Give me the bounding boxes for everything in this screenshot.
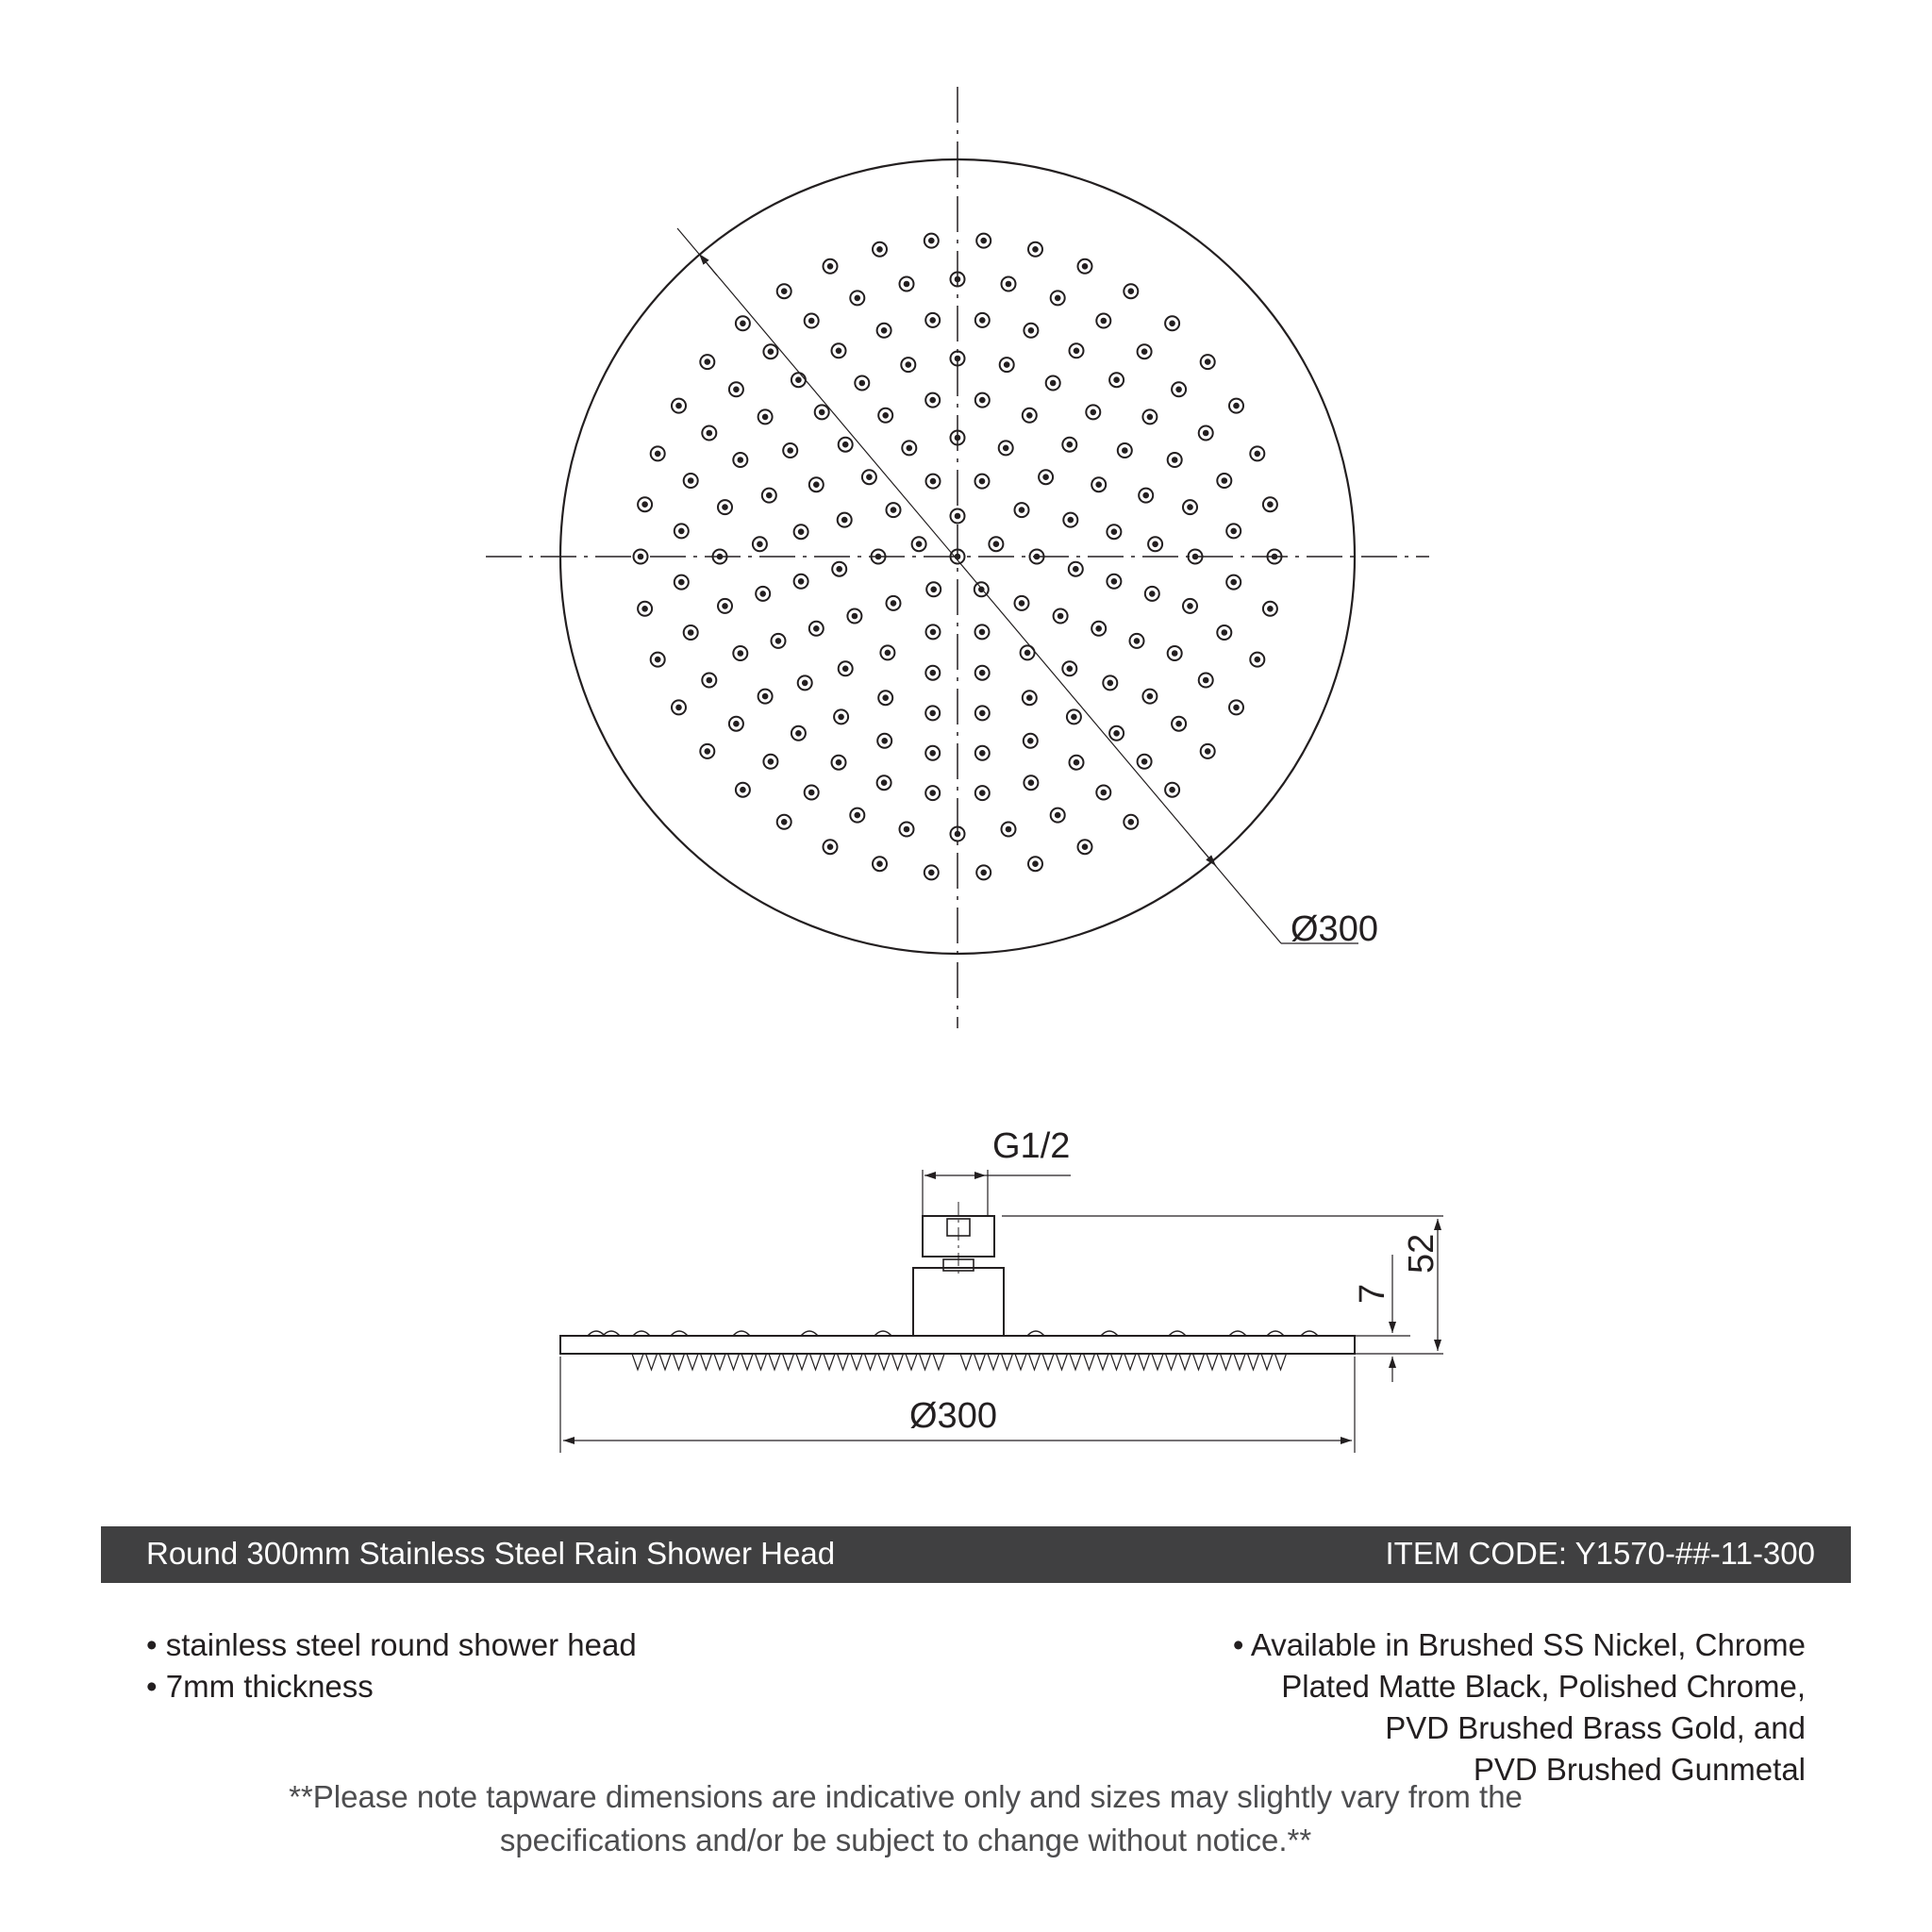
nozzle [832, 562, 846, 576]
nozzle-tip [1248, 1354, 1259, 1370]
nozzle [1002, 277, 1016, 291]
nozzle [638, 497, 652, 511]
nozzle [1002, 823, 1016, 837]
nozzle [756, 587, 770, 601]
disclaimer-line: specifications and/or be subject to change without notice.** [499, 1823, 1312, 1857]
nozzle [1263, 602, 1277, 616]
nozzle [878, 691, 892, 705]
nozzle-tip [838, 1354, 849, 1370]
nozzle [702, 426, 716, 441]
nozzle-tip [865, 1354, 876, 1370]
nozzle [877, 775, 891, 790]
nozzle-tip [1261, 1354, 1273, 1370]
nozzle [1023, 691, 1037, 705]
nozzle [651, 446, 665, 460]
diameter-leader-line [677, 228, 1281, 943]
nozzle [672, 399, 686, 413]
nozzle-tip [701, 1354, 712, 1370]
nozzle [975, 625, 990, 639]
nozzle [1124, 815, 1138, 829]
title-banner [101, 1526, 1851, 1583]
nozzle [1138, 755, 1152, 769]
nozzle [1168, 646, 1182, 660]
nozzle [975, 706, 990, 720]
nozzle [925, 786, 940, 800]
nozzle [1201, 744, 1215, 758]
nozzle [850, 808, 864, 823]
nozzle [1172, 382, 1186, 396]
nozzle-tip [1139, 1354, 1150, 1370]
nozzle [1148, 537, 1162, 551]
nozzle [832, 756, 846, 770]
nozzle [733, 646, 747, 660]
nozzle [1067, 709, 1081, 724]
nozzle [926, 625, 941, 639]
nozzle-tip [1234, 1354, 1245, 1370]
finish-line: PVD Brushed Gunmetal [1473, 1752, 1806, 1787]
nozzle [926, 582, 941, 596]
nozzle [824, 259, 838, 274]
nozzle [887, 503, 901, 517]
nozzle [736, 316, 750, 330]
nozzle [1142, 690, 1157, 704]
nozzle [733, 453, 747, 467]
nozzle [1063, 513, 1077, 527]
nozzle-tip [1097, 1354, 1108, 1370]
nozzle [1062, 661, 1076, 675]
nozzle [1226, 575, 1241, 590]
nozzle [777, 815, 791, 829]
nozzle [753, 537, 767, 551]
nozzle [1165, 783, 1179, 797]
nozzle [925, 393, 940, 408]
nozzle [1051, 808, 1065, 823]
nozzle [1250, 653, 1264, 667]
product-title: Round 300mm Stainless Steel Rain Shower Head [146, 1536, 836, 1571]
nozzle-tip [906, 1354, 917, 1370]
nozzle [1138, 344, 1152, 358]
nozzle [839, 438, 853, 452]
nozzle-tip [796, 1354, 808, 1370]
nozzle-tip [674, 1354, 685, 1370]
nozzle [651, 653, 665, 667]
nozzle [925, 746, 940, 760]
finish-line: PVD Brushed Brass Gold, and [1385, 1710, 1806, 1745]
nozzle [925, 666, 940, 680]
nozzle-tip [632, 1354, 643, 1370]
nozzle-tip [1124, 1354, 1136, 1370]
nozzle [1028, 242, 1042, 257]
nozzle [1024, 775, 1038, 790]
nozzle [1168, 453, 1182, 467]
nozzle-tip [769, 1354, 780, 1370]
nozzle [772, 634, 786, 648]
nozzle [1124, 284, 1138, 298]
nozzle [684, 625, 698, 640]
nozzle [873, 242, 887, 257]
nozzle [1078, 259, 1092, 274]
nozzle [763, 344, 777, 358]
nozzle [975, 786, 990, 800]
nozzle [878, 408, 892, 423]
finish-options [1233, 1624, 1806, 1790]
feature-item: • 7mm thickness [146, 1669, 374, 1704]
nozzle [791, 726, 806, 741]
nozzle-tip [824, 1354, 835, 1370]
nozzle [1070, 756, 1084, 770]
connector-body [913, 1268, 1004, 1336]
nozzle [729, 382, 743, 396]
side-view [560, 1170, 1443, 1453]
nozzle-tip [1179, 1354, 1191, 1370]
nozzle [1226, 524, 1241, 538]
nozzle [758, 690, 773, 704]
nozzle-tip [687, 1354, 698, 1370]
nozzle [902, 441, 916, 455]
nozzle [700, 744, 714, 758]
nozzle [901, 358, 915, 372]
nozzle [1229, 399, 1243, 413]
nozzle-tip [1193, 1354, 1205, 1370]
feature-item: • stainless steel round shower head [146, 1627, 637, 1662]
nozzle [1109, 373, 1124, 387]
nozzle [1139, 489, 1153, 503]
nozzle [805, 786, 819, 800]
nozzle-tip [960, 1354, 972, 1370]
nozzle [925, 706, 940, 720]
nozzle [999, 441, 1013, 455]
nozzle [1172, 717, 1186, 731]
nozzle [880, 645, 894, 659]
nozzle-tip [1042, 1354, 1054, 1370]
nozzle-tip [1070, 1354, 1081, 1370]
disclaimer-line: **Please note tapware dimensions are indicative only and sizes may slightly vary from the [289, 1779, 1523, 1814]
nozzle [873, 857, 887, 871]
top-diameter-label: Ø300 [1291, 909, 1378, 949]
nozzle [924, 865, 939, 879]
nozzle-tip [1166, 1354, 1177, 1370]
nozzle [1086, 405, 1100, 419]
nozzle [1091, 477, 1106, 491]
nozzle [684, 474, 698, 488]
nozzle [850, 291, 864, 305]
nozzle-tip [1221, 1354, 1232, 1370]
nozzle [815, 405, 829, 419]
nozzle [1103, 675, 1117, 690]
nozzle [1024, 734, 1038, 748]
nozzle-tip [1084, 1354, 1095, 1370]
nozzle [989, 537, 1003, 551]
nozzle [855, 376, 869, 391]
nozzle [975, 313, 990, 327]
nozzle [1217, 474, 1231, 488]
nozzle [718, 500, 732, 514]
finish-line: • Available in Brushed SS Nickel, Chrome [1232, 1627, 1806, 1662]
nozzle-tip [974, 1354, 986, 1370]
nozzle [925, 313, 940, 327]
nozzle [1054, 609, 1068, 624]
nozzle [777, 284, 791, 298]
nozzle [900, 823, 914, 837]
nozzle [791, 373, 806, 387]
nozzle [975, 475, 990, 489]
nozzle-tip [659, 1354, 671, 1370]
nozzle [1062, 438, 1076, 452]
nozzle [1051, 291, 1065, 305]
nozzle [1024, 324, 1038, 338]
nozzle [1096, 314, 1110, 328]
nozzle [887, 596, 901, 610]
finish-line: Plated Matte Black, Polished Chrome, [1281, 1669, 1806, 1704]
nozzle [1250, 446, 1264, 460]
nozzle [824, 840, 838, 854]
nozzle-tip [1015, 1354, 1026, 1370]
nozzle-tip [741, 1354, 753, 1370]
nozzle [975, 746, 990, 760]
nozzle [700, 355, 714, 369]
shower-plate [560, 1336, 1355, 1354]
nozzle [975, 666, 990, 680]
nozzle [1217, 625, 1231, 640]
nozzle-tip [988, 1354, 999, 1370]
nozzle [1229, 700, 1243, 714]
side-diameter-label: Ø300 [909, 1396, 997, 1436]
nozzle-tip [783, 1354, 794, 1370]
nozzle-tip [728, 1354, 740, 1370]
nozzle-tip [1111, 1354, 1123, 1370]
nozzle [729, 717, 743, 731]
nozzle-tip [878, 1354, 890, 1370]
nozzle [847, 609, 861, 624]
nozzle [839, 661, 853, 675]
nozzle [675, 524, 689, 538]
nozzle [1096, 786, 1110, 800]
nozzle [1263, 497, 1277, 511]
nozzle [1109, 726, 1124, 741]
nozzle [1142, 409, 1157, 424]
nozzle [1028, 857, 1042, 871]
nozzle [1183, 599, 1197, 613]
nozzle [1023, 408, 1037, 423]
nozzle-tip [1029, 1354, 1041, 1370]
nozzle [1107, 575, 1121, 589]
thickness-label: 7 [1353, 1283, 1392, 1304]
nozzle [1078, 840, 1092, 854]
nozzle [832, 343, 846, 358]
nozzle [763, 755, 777, 769]
nozzle [1201, 355, 1215, 369]
nozzle [758, 409, 773, 424]
nozzle [1199, 426, 1213, 441]
nozzle [1021, 645, 1035, 659]
nozzle [1091, 622, 1106, 636]
nozzle [1069, 562, 1083, 576]
nozzle [976, 865, 991, 879]
nozzle [926, 475, 941, 489]
nozzle-tip [810, 1354, 822, 1370]
nozzle [1015, 596, 1029, 610]
nozzle [805, 314, 819, 328]
nozzle [924, 234, 939, 248]
nozzle [672, 700, 686, 714]
nozzle-tip [920, 1354, 931, 1370]
nozzle-tip [1207, 1354, 1218, 1370]
nozzle [762, 489, 776, 503]
nozzle [951, 509, 965, 524]
nozzle [675, 575, 689, 590]
nozzle [900, 277, 914, 291]
nozzle [794, 575, 808, 589]
nozzle-tip [851, 1354, 862, 1370]
nozzle-row-bottom [632, 1354, 1287, 1370]
feature-list-left [146, 1624, 637, 1707]
nozzle [877, 734, 891, 748]
nozzle [1130, 634, 1144, 648]
nozzle [809, 477, 824, 491]
nozzle [1070, 343, 1084, 358]
nozzle [1039, 470, 1053, 484]
nozzle-tip [646, 1354, 658, 1370]
nozzle [975, 393, 990, 408]
nozzle-tip [756, 1354, 767, 1370]
nozzle [1107, 525, 1121, 539]
nozzle [862, 470, 876, 484]
nozzle [1015, 503, 1029, 517]
nozzle-tip [933, 1354, 944, 1370]
nozzle [1118, 443, 1132, 458]
nozzle [976, 234, 991, 248]
nozzle [1000, 358, 1014, 372]
nozzle [877, 324, 891, 338]
nozzle [798, 675, 812, 690]
nozzle [1046, 376, 1060, 391]
nozzle [1165, 316, 1179, 330]
nozzle [638, 602, 652, 616]
nozzle [783, 443, 797, 458]
diameter-arrow-lower [1198, 845, 1216, 866]
nozzle [809, 622, 824, 636]
nozzle [794, 525, 808, 539]
nozzle-tip [1057, 1354, 1068, 1370]
nozzle-tip [1152, 1354, 1163, 1370]
nozzle-tip [892, 1354, 904, 1370]
nozzle [838, 513, 852, 527]
nozzle [834, 709, 848, 724]
nozzle [912, 537, 926, 551]
top-view [486, 87, 1429, 1028]
nozzle-tip [1002, 1354, 1013, 1370]
nozzle-tip [714, 1354, 725, 1370]
nozzle [1183, 500, 1197, 514]
height-label: 52 [1402, 1233, 1441, 1274]
nozzle-tip [1275, 1354, 1287, 1370]
nozzle [702, 674, 716, 688]
nozzle [718, 599, 732, 613]
nozzle [1199, 674, 1213, 688]
item-code: ITEM CODE: Y1570-##-11-300 [1385, 1536, 1815, 1571]
disclaimer-note [0, 1775, 1811, 1862]
nozzle [634, 550, 648, 564]
diameter-arrow-upper [699, 254, 717, 275]
nozzle [1145, 587, 1159, 601]
connection-size-label: G1/2 [992, 1126, 1071, 1166]
nozzle [736, 783, 750, 797]
